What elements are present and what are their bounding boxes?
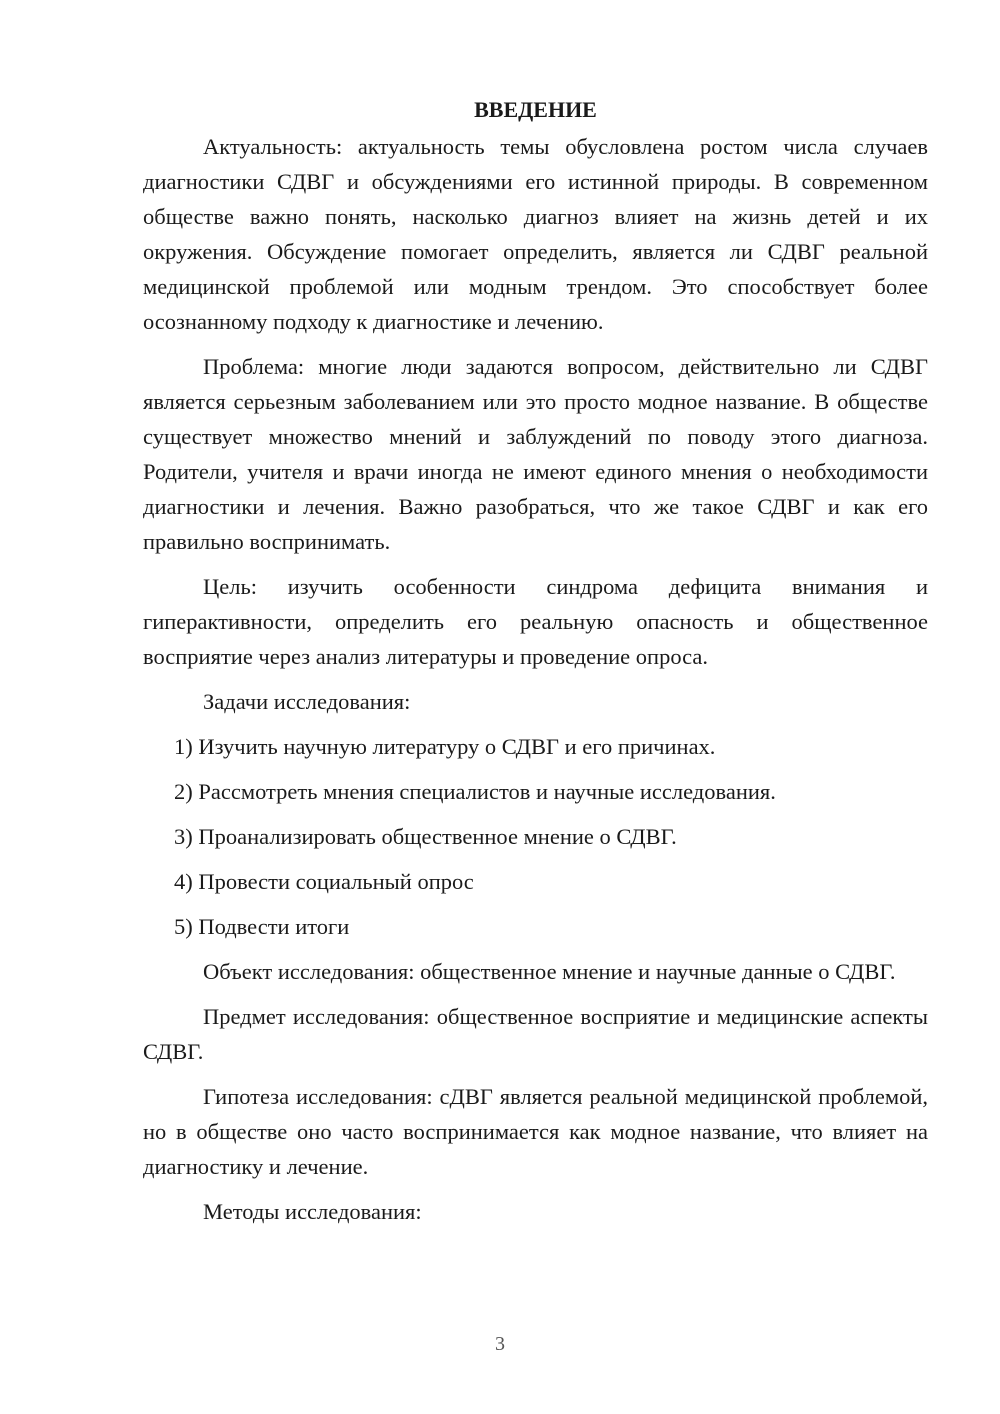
paragraph-object: Объект исследования: общественное мнение и научные данные о СДВГ. <box>203 959 896 984</box>
paragraph-methods: Методы исследования: <box>203 1199 422 1224</box>
tasks-list <box>143 729 928 944</box>
paragraph-tasks-intro: Задачи исследования: <box>203 689 411 714</box>
paragraph-hypothesis: Гипотеза исследования: сДВГ является реальной медицинской проблемой, но в обществе оно часто воспринимается как модное название, что влияет на диагностику и лечение. <box>143 1084 928 1179</box>
list-item: 5) Подвести итоги <box>174 914 350 939</box>
paragraph-goal: Цель: изучить особенности синдрома дефицита внимания и гиперактивности, определить его реальную опасность и общественное восприятие через анализ литературы и проведение опроса. <box>143 574 928 669</box>
list-item: 4) Провести социальный опрос <box>174 869 474 894</box>
section-heading: ВВЕДЕНИЕ <box>474 97 597 122</box>
paragraph-subject: Предмет исследования: общественное восприятие и медицинские аспекты СДВГ. <box>143 1004 928 1064</box>
list-item: 1) Изучить научную литературу о СДВГ и его причинах. <box>174 734 716 759</box>
list-item: 2) Рассмотреть мнения специалистов и научные исследования. <box>174 779 776 804</box>
paragraph-relevance: Актуальность: актуальность темы обусловлена ростом числа случаев диагностики СДВГ и обсуждениями его истинной природы. В современном обществе важно понять, насколько диагноз влияет на жизнь детей и их окружения. Обсуждение помогает определить, является ли СДВГ реальной медицинской проблемой или модным трендом. Это способствует более осознанному подходу к диагностике и лечению. <box>143 134 928 334</box>
paragraph-problem: Проблема: многие люди задаются вопросом, действительно ли СДВГ является серьезным заболеванием или это просто модное название. В обществе существует множество мнений и заблуждений по поводу этого диагноза. Родители, учителя и врачи иногда не имеют единого мнения о необходимости диагностики и лечения. Важно разобраться, что же такое СДВГ и как его правильно воспринимать. <box>143 354 928 554</box>
page-number: 3 <box>495 1333 505 1355</box>
list-item: 3) Проанализировать общественное мнение о СДВГ. <box>174 824 677 849</box>
page-content <box>143 92 928 1229</box>
